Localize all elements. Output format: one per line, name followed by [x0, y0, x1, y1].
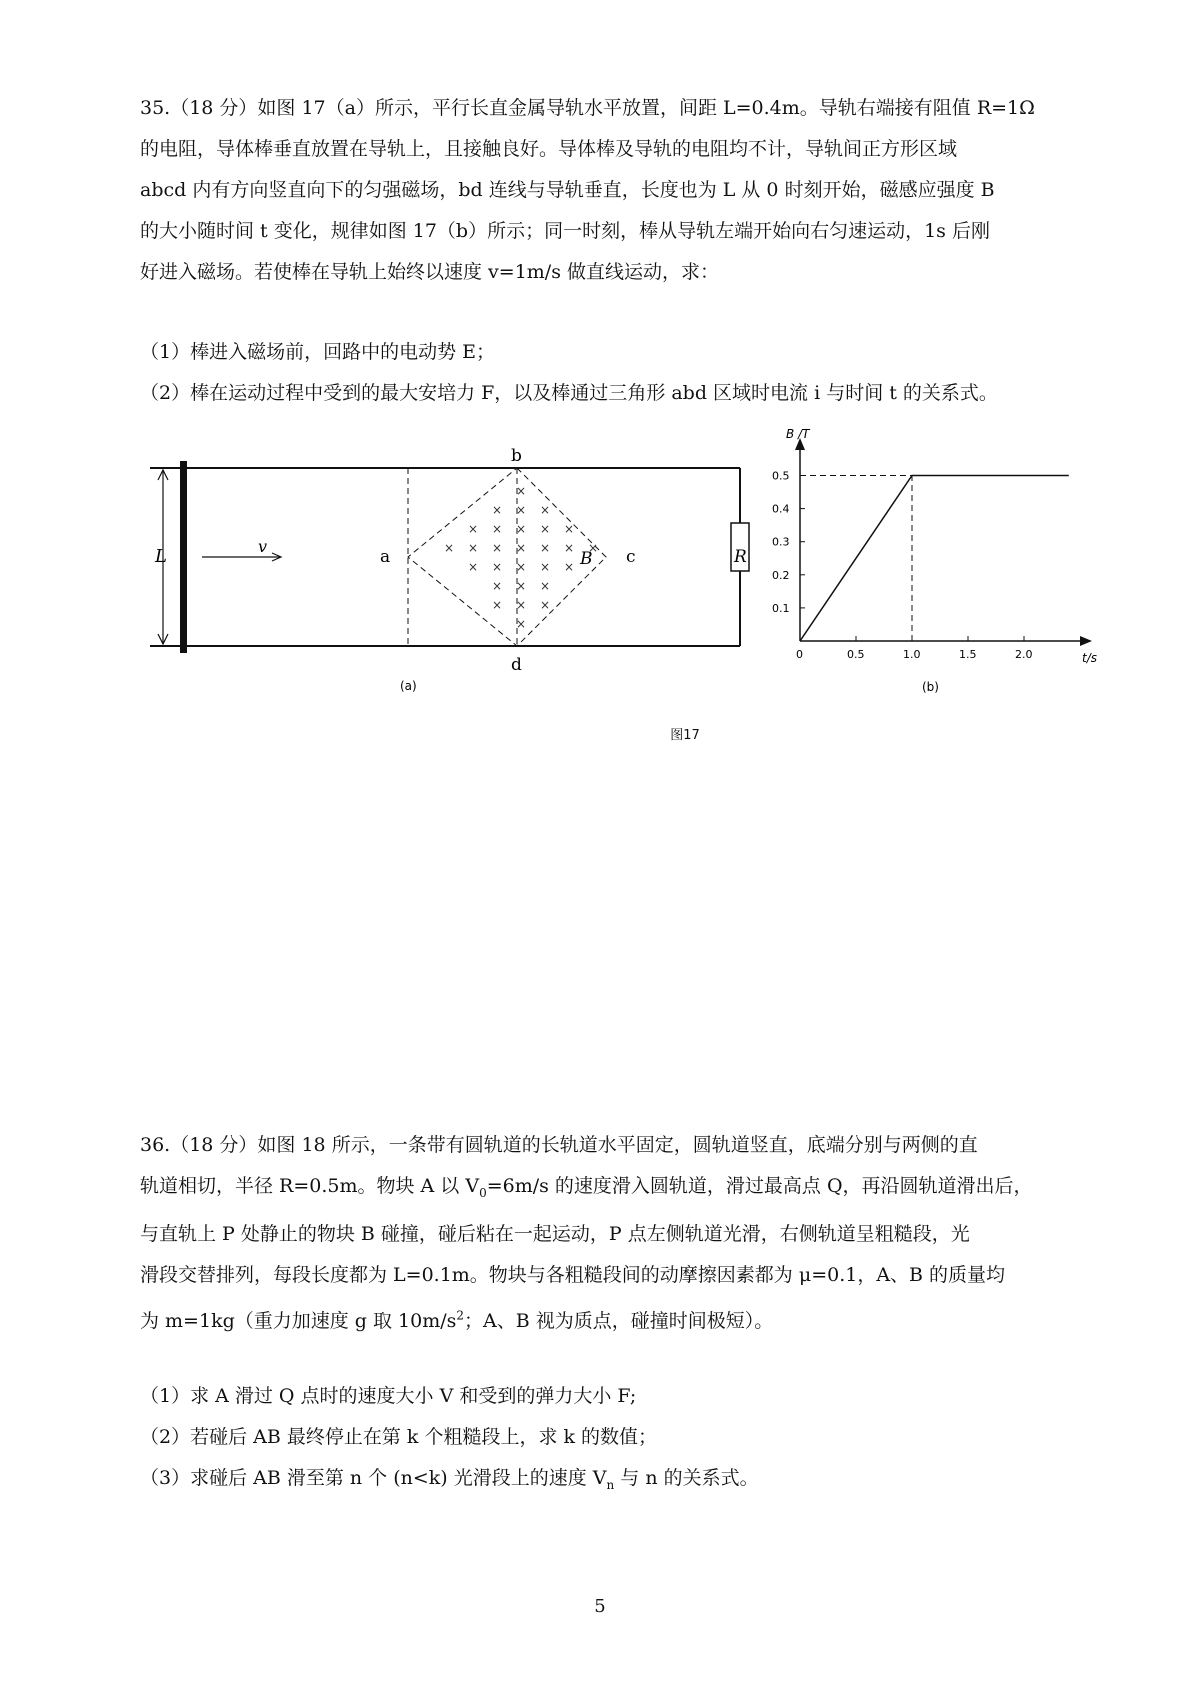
- field-cross-marker: ×: [516, 579, 527, 593]
- field-cross-marker: ×: [516, 560, 527, 574]
- y-tick-label: 0.4: [772, 502, 790, 516]
- field-cross-marker: ×: [540, 560, 551, 574]
- field-cross-marker: ×: [492, 598, 503, 612]
- field-cross-marker: ×: [492, 522, 503, 536]
- figure-caption-17: 图17: [670, 728, 700, 743]
- field-cross-marker: ×: [564, 560, 575, 574]
- field-cross-marker: ×: [492, 560, 503, 574]
- q35-line: abcd 内有方向竖直向下的匀强磁场，bd 连线与导轨垂直，长度也为 L 从 0 时刻开始，磁感应强度 B: [140, 179, 995, 201]
- q36-sub-2: （2）若碰后 AB 最终停止在第 k 个粗糙段上，求 k 的数值；: [140, 1426, 658, 1448]
- field-cross-marker: ×: [540, 598, 551, 612]
- x-tick-label: 0.5: [847, 648, 865, 661]
- q36-line-4: 为 m=1kg（重力加速度 g 取 $10m/s^2$；A、B 视为质点，碰撞时间极短）。: [140, 1308, 774, 1333]
- figure-17a: [150, 446, 749, 693]
- label-a: a: [380, 547, 391, 567]
- conductor-bar: [180, 461, 187, 653]
- y-tick-label: 0.5: [772, 469, 790, 483]
- q35-sub-1: （1）棒进入磁场前，回路中的电动势 E；: [140, 341, 495, 363]
- y-tick-label: 0.3: [772, 535, 790, 549]
- q36-line-1: 轨道相切，半径 R=0.5m。物块 A 以 $V_0=6m/s$ 的速度滑入圆轨道，滑过最高点 Q，再沿圆轨道滑出后，: [140, 1175, 1033, 1200]
- label-c: c: [626, 547, 636, 567]
- question-36-subquestions: [140, 1376, 1070, 1506]
- x-ticks: [847, 636, 1033, 661]
- field-cross-marker: ×: [564, 522, 575, 536]
- series-line-B: [800, 476, 1069, 642]
- label-L: L: [155, 546, 167, 567]
- q36-line: [140, 1166, 1070, 1214]
- field-cross-marker: ×: [516, 617, 527, 631]
- q36-sub-3-text: （3）求碰后 AB 滑至第 n 个 (n<k) 光滑段上的速度 $V_n$ 与 n 的关系式。: [140, 1467, 759, 1492]
- q35-line: 的大小随时间 t 变化，规律如图 17（b）所示；同一时刻，棒从导轨左端开始向右匀速运动，1s 后刚: [140, 220, 990, 242]
- field-cross-marker: ×: [516, 522, 527, 536]
- y-tick-label: 0.2: [772, 568, 790, 582]
- question-36-text: [140, 1125, 1070, 1342]
- q36-line: [140, 1296, 1070, 1342]
- x-axis-label: t/s: [1082, 651, 1097, 665]
- figure-17b: [772, 427, 1097, 694]
- field-cross-marker: ×: [540, 541, 551, 555]
- field-cross-marker: ×: [516, 598, 527, 612]
- field-cross-marker: ×: [444, 541, 455, 555]
- q35-sub-2: （2）棒在运动过程中受到的最大安培力 F，以及棒通过三角形 abd 区域时电流 i 与时间 t 的关系式。: [140, 382, 998, 404]
- page-number: 5: [594, 1596, 606, 1617]
- q36-line: 滑段交替排列，每段长度都为 L=0.1m。物块与各粗糙段间的动摩擦因素都为 μ=0.1，A、B 的质量均: [140, 1263, 1006, 1286]
- field-cross-marker: ×: [468, 541, 479, 555]
- label-R: R: [734, 547, 747, 567]
- field-cross-marker: ×: [564, 541, 575, 555]
- field-cross-marker: ×: [516, 503, 527, 517]
- field-cross-marker: ×: [516, 484, 527, 498]
- q36-sub-3: [140, 1458, 1070, 1506]
- field-cross-marker: ×: [468, 560, 479, 574]
- field-cross-marker: ×: [492, 541, 503, 555]
- magnetic-field-markers: [444, 484, 598, 631]
- label-v: v: [258, 537, 268, 556]
- q35-line: 的电阻，导体棒垂直放置在导轨上，且接触良好。导体棒及导轨的电阻均不计，导轨间正方形区域: [140, 138, 958, 160]
- figure-17: [0, 0, 1200, 760]
- field-cross-marker: ×: [492, 579, 503, 593]
- x-tick-label: 2.0: [1015, 648, 1033, 661]
- x-tick-label: 1.0: [903, 648, 921, 661]
- q35-line: 35.（18 分）如图 17（a）所示，平行长直金属导轨水平放置，间距 L=0.4m。导轨右端接有阻值 R=1Ω: [140, 97, 1035, 119]
- q35-line: 好进入磁场。若使棒在导轨上始终以速度 v=1m/s 做直线运动，求：: [140, 261, 719, 283]
- q36-sub-1: （1）求 A 滑过 Q 点时的速度大小 V 和受到的弹力大小 F;: [140, 1385, 637, 1407]
- label-B: B: [580, 549, 593, 569]
- field-cross-marker: ×: [540, 522, 551, 536]
- field-cross-marker: ×: [468, 522, 479, 536]
- q36-line: 与直轨上 P 处静止的物块 B 碰撞，碰后粘在一起运动，P 点左侧轨道光滑，右侧轨道呈粗糙段，光: [140, 1222, 970, 1245]
- field-cross-marker: ×: [540, 579, 551, 593]
- field-region-abcd: [408, 468, 606, 646]
- x-tick-label: 1.5: [959, 648, 977, 661]
- field-cross-marker: ×: [492, 503, 503, 517]
- field-cross-marker: ×: [588, 541, 599, 555]
- field-cross-marker: ×: [540, 503, 551, 517]
- label-d: d: [511, 655, 522, 675]
- caption-a: (a): [400, 679, 417, 693]
- label-b: b: [511, 446, 522, 466]
- field-cross-marker: ×: [516, 541, 527, 555]
- origin-label: 0: [796, 648, 803, 661]
- caption-b: (b): [922, 680, 939, 694]
- y-tick-label: 0.1: [772, 601, 790, 615]
- q36-line: 36.（18 分）如图 18 所示，一条带有圆轨道的长轨道水平固定，圆轨道竖直，底端分别与两侧的直: [140, 1134, 978, 1156]
- y-axis-label: B /T: [786, 427, 810, 441]
